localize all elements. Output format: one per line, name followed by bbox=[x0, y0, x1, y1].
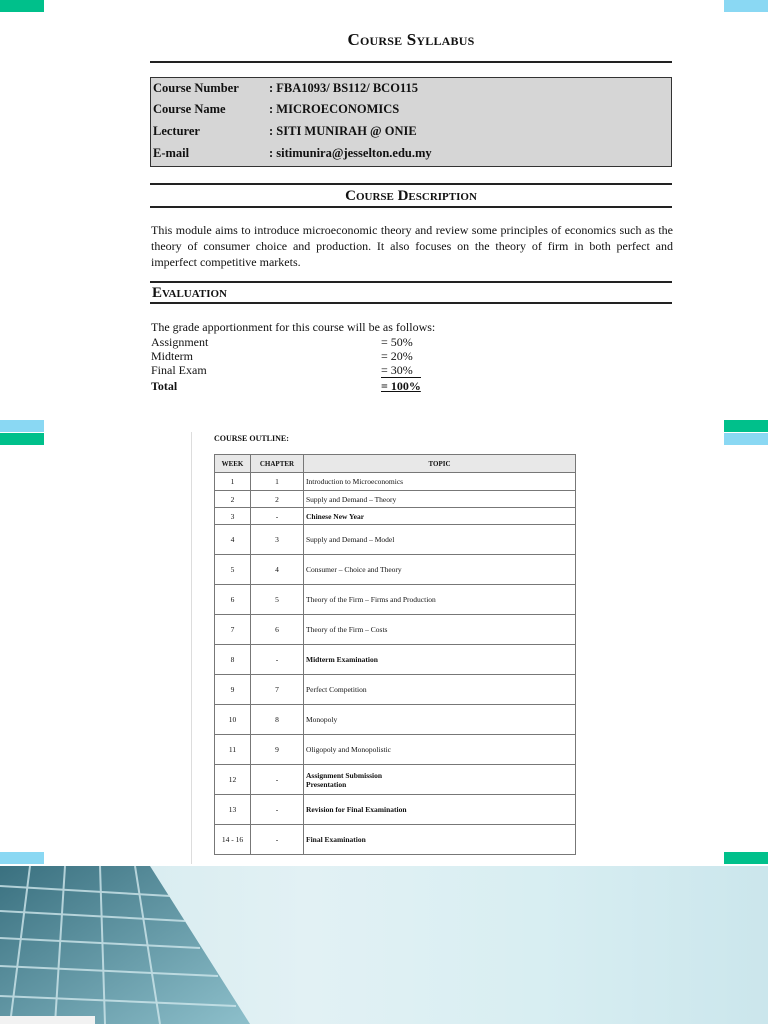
table-row bbox=[215, 508, 576, 525]
description-text: This module aims to introduce microeconomic theory and review some principles of economics such as the theory of consumer choice and production. It also focuses on the theory of firm in both perfect and imperfect competitive markets. bbox=[151, 223, 673, 269]
info-value: : FBA1093/ BS112/ BCO115 bbox=[269, 81, 418, 95]
chapter-cell: 6 bbox=[251, 615, 304, 645]
week-cell: 13 bbox=[215, 795, 251, 825]
info-row-lecturer bbox=[153, 124, 417, 139]
chapter-cell: - bbox=[251, 795, 304, 825]
page-divider-line bbox=[191, 432, 192, 864]
topic-cell: Theory of the Firm – Firms and Production bbox=[304, 585, 576, 615]
eval-label-final-exam: Final Exam bbox=[151, 363, 207, 377]
topic-cell: Perfect Competition bbox=[304, 675, 576, 705]
outline-header-row bbox=[215, 455, 576, 473]
table-row bbox=[215, 555, 576, 585]
evaluation-rule-bottom bbox=[150, 302, 672, 304]
evaluation-intro: The grade apportionment for this course will be as follows: bbox=[151, 320, 436, 334]
topic-cell: Chinese New Year bbox=[304, 508, 576, 525]
eval-label-total: Total bbox=[151, 379, 178, 393]
chapter-cell: 8 bbox=[251, 705, 304, 735]
topic-cell: Oligopoly and Monopolistic bbox=[304, 735, 576, 765]
info-label: Course Number bbox=[153, 81, 239, 95]
topic-cell: Introduction to Microeconomics bbox=[304, 473, 576, 491]
outline-title: COURSE OUTLINE: bbox=[214, 434, 289, 443]
info-value: : SITI MUNIRAH @ ONIE bbox=[269, 124, 417, 138]
table-row bbox=[215, 615, 576, 645]
green-tab-bottom-right bbox=[724, 852, 768, 864]
week-cell: 3 bbox=[215, 508, 251, 525]
chapter-cell: - bbox=[251, 508, 304, 525]
eval-label-assignment: Assignment bbox=[151, 335, 209, 349]
info-row-course-name bbox=[153, 102, 400, 117]
table-row bbox=[215, 473, 576, 491]
blue-tab-bottom-left bbox=[0, 852, 44, 864]
info-label: E-mail bbox=[153, 146, 190, 160]
topic-cell: Theory of the Firm – Costs bbox=[304, 615, 576, 645]
week-cell: 14 - 16 bbox=[215, 825, 251, 855]
info-label: Lecturer bbox=[153, 124, 200, 138]
chapter-cell: 9 bbox=[251, 735, 304, 765]
week-cell: 8 bbox=[215, 645, 251, 675]
week-cell: 12 bbox=[215, 765, 251, 795]
eval-value-assignment: = 50% bbox=[381, 335, 413, 349]
header-chapter: CHAPTER bbox=[251, 455, 304, 473]
topic-cell bbox=[304, 765, 576, 795]
header-topic: TOPIC bbox=[304, 455, 576, 473]
green-tab-top-left bbox=[0, 0, 44, 12]
info-row-course-number bbox=[153, 81, 418, 96]
table-row bbox=[215, 645, 576, 675]
chapter-cell: 7 bbox=[251, 675, 304, 705]
chapter-cell: 1 bbox=[251, 473, 304, 491]
topic-cell: Supply and Demand – Theory bbox=[304, 491, 576, 508]
table-row bbox=[215, 765, 576, 795]
chapter-cell: 2 bbox=[251, 491, 304, 508]
description-heading: Course Description bbox=[345, 188, 477, 204]
info-value: : sitimunira@jesselton.edu.my bbox=[269, 146, 432, 160]
topic-cell: Consumer – Choice and Theory bbox=[304, 555, 576, 585]
week-cell: 10 bbox=[215, 705, 251, 735]
chapter-cell: - bbox=[251, 645, 304, 675]
week-cell: 2 bbox=[215, 491, 251, 508]
week-cell: 1 bbox=[215, 473, 251, 491]
description-rule-top bbox=[150, 183, 672, 185]
topic-line-2: Presentation bbox=[306, 779, 347, 789]
chapter-cell: - bbox=[251, 825, 304, 855]
glass-building-image bbox=[0, 866, 250, 1024]
week-cell: 6 bbox=[215, 585, 251, 615]
blue-tab-mid-right bbox=[724, 433, 768, 445]
blue-tab-mid-left bbox=[0, 420, 44, 432]
table-row bbox=[215, 491, 576, 508]
week-cell: 11 bbox=[215, 735, 251, 765]
table-row bbox=[215, 585, 576, 615]
info-label: Course Name bbox=[153, 102, 226, 116]
eval-label-midterm: Midterm bbox=[151, 349, 193, 363]
evaluation-rule-top bbox=[150, 281, 672, 283]
blue-tab-top-right bbox=[724, 0, 768, 12]
topic-cell: Midterm Examination bbox=[304, 645, 576, 675]
topic-cell: Final Examination bbox=[304, 825, 576, 855]
green-tab-mid-right bbox=[724, 420, 768, 432]
header-week: WEEK bbox=[215, 455, 251, 473]
table-row bbox=[215, 675, 576, 705]
title-rule bbox=[150, 61, 672, 63]
topic-cell: Monopoly bbox=[304, 705, 576, 735]
info-value: : MICROECONOMICS bbox=[269, 102, 400, 116]
eval-value-midterm: = 20% bbox=[381, 349, 413, 363]
week-cell: 4 bbox=[215, 525, 251, 555]
topic-cell: Supply and Demand – Model bbox=[304, 525, 576, 555]
table-row bbox=[215, 705, 576, 735]
table-row bbox=[215, 735, 576, 765]
eval-value-final-exam: = 30% bbox=[381, 363, 413, 377]
topic-cell: Revision for Final Examination bbox=[304, 795, 576, 825]
description-rule-bottom bbox=[150, 206, 672, 208]
chapter-cell: 3 bbox=[251, 525, 304, 555]
table-row bbox=[215, 795, 576, 825]
table-row bbox=[215, 525, 576, 555]
eval-value-total: = 100% bbox=[381, 379, 421, 393]
chapter-cell: 5 bbox=[251, 585, 304, 615]
chapter-cell: 4 bbox=[251, 555, 304, 585]
course-outline-table bbox=[214, 454, 576, 855]
week-cell: 9 bbox=[215, 675, 251, 705]
green-tab-mid-left bbox=[0, 433, 44, 445]
info-row-email bbox=[153, 146, 432, 161]
evaluation-heading: Evaluation bbox=[152, 285, 228, 301]
chapter-cell: - bbox=[251, 765, 304, 795]
course-info-box bbox=[150, 77, 672, 167]
week-cell: 7 bbox=[215, 615, 251, 645]
topic-line-1: Assignment Submission bbox=[306, 770, 383, 780]
table-row bbox=[215, 825, 576, 855]
week-cell: 5 bbox=[215, 555, 251, 585]
page-title: Course Syllabus bbox=[347, 30, 475, 49]
